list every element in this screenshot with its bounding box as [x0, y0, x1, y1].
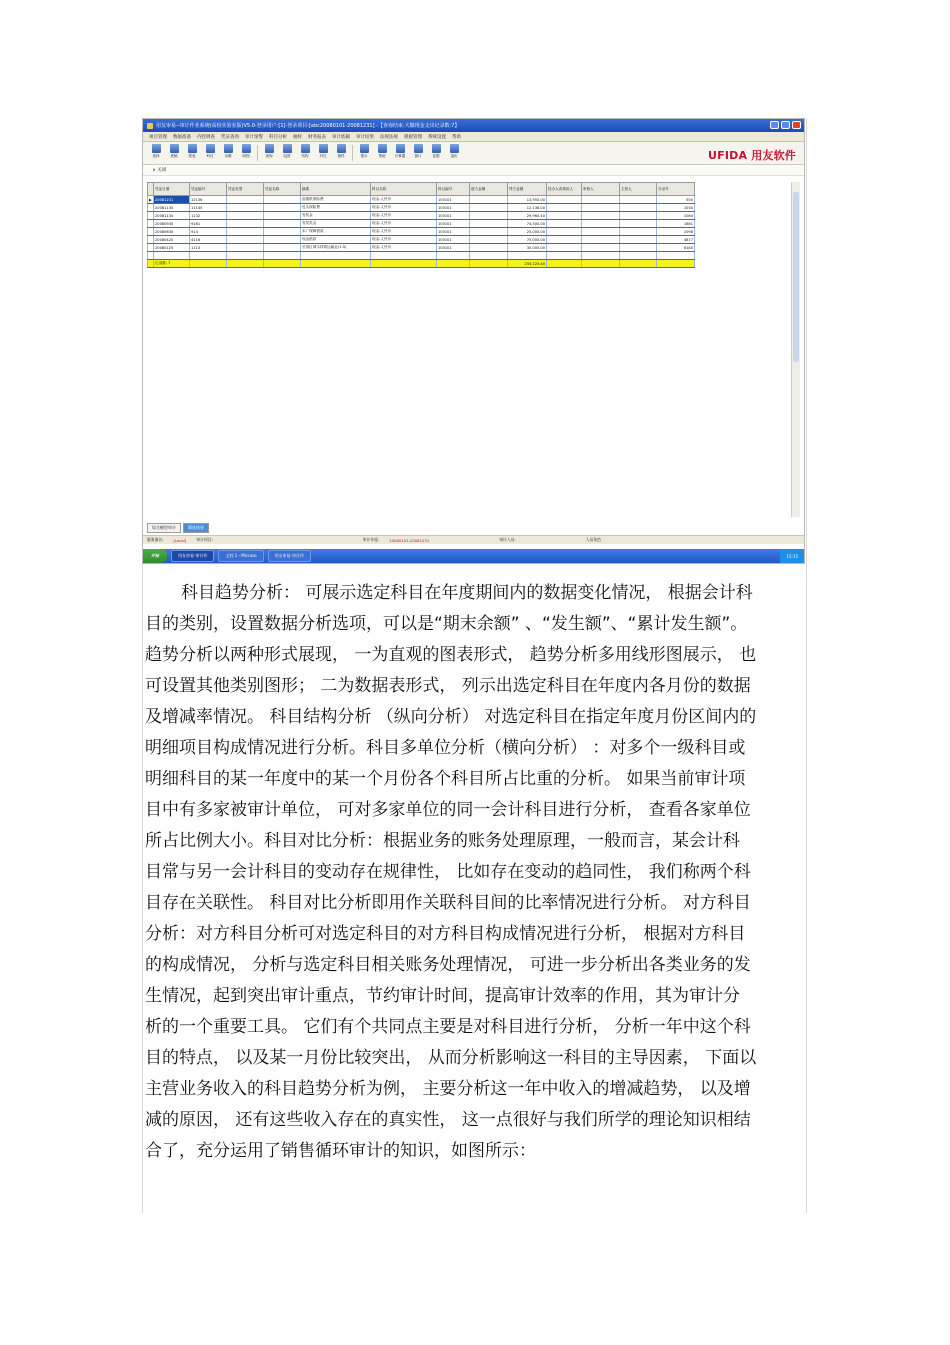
os-taskbar [143, 549, 804, 563]
report-icon [188, 144, 197, 153]
table-cell[interactable] [582, 212, 620, 220]
column-header[interactable]: 科目名称 [371, 183, 437, 196]
table-cell[interactable]: 20080930 [154, 220, 190, 228]
table-cell[interactable] [264, 212, 301, 220]
menu-item[interactable]: 科目分析 [269, 134, 287, 140]
menu-item[interactable]: 抽样 [293, 134, 302, 140]
toolbar-button[interactable]: 报表 [185, 144, 199, 162]
menu-item[interactable]: 数据准备 [173, 134, 191, 140]
table-cell[interactable]: 20080630 [154, 228, 190, 236]
table-cell[interactable]: 20080420 [154, 236, 190, 244]
menu-item[interactable]: 凭证查询 [221, 134, 239, 140]
table-cell[interactable] [264, 220, 301, 228]
table-cell[interactable]: 现金借款 [301, 236, 371, 244]
menu-item[interactable]: 帮助 [452, 134, 461, 140]
text-line: 明细科目的某一年度中的某一个月份各个科目所占比重的分析。 如果当前审计项 [145, 769, 746, 789]
table-row[interactable] [148, 244, 695, 252]
table-cell[interactable] [620, 212, 657, 220]
table-cell[interactable] [227, 244, 264, 252]
window-controls [770, 121, 801, 129]
status-project-label: 审计项目: [196, 537, 213, 542]
table-cell[interactable] [227, 204, 264, 212]
column-header[interactable]: 分录号 [657, 183, 695, 196]
table-cell[interactable] [227, 212, 264, 220]
toolbar-button[interactable]: 窗口 [411, 144, 425, 162]
table-cell[interactable]: 发奖金 [301, 212, 371, 220]
help-icon [378, 144, 387, 153]
table-cell[interactable]: 13,950.00 [508, 196, 547, 204]
table-cell[interactable]: 12136 [190, 196, 227, 204]
table-cell[interactable]: 12,136.00 [508, 204, 547, 212]
table-cell[interactable] [264, 204, 301, 212]
table-cell[interactable] [470, 196, 508, 204]
table-cell[interactable] [620, 204, 657, 212]
menu-item[interactable]: 审计底稿 [332, 134, 350, 140]
toolbar-separator [352, 145, 353, 161]
evidence-icon [432, 144, 441, 153]
minimize-icon[interactable] [770, 121, 779, 129]
trend-icon [283, 144, 292, 153]
exit-icon [450, 144, 459, 153]
text-line: 析的一个重要工具。 它们有个共同点主要是对科目进行分析， 分析一年中这个科 [145, 1017, 751, 1037]
table-cell[interactable]: 2098 [657, 228, 695, 236]
table-cell[interactable]: 1132 [190, 212, 227, 220]
toolbar-button[interactable]: 计算器 [393, 144, 407, 162]
table-cell[interactable]: 包头保险费 [301, 204, 371, 212]
text-line: 及增减率情况。 科目结构分析 （纵向分析） 对选定科目在指定年度月份区间内的 [145, 707, 757, 727]
table-cell[interactable] [470, 204, 508, 212]
status-bar [143, 535, 804, 544]
text-line: 分析：对方科目分析可对选定科目的对方科目构成情况进行分析， 根据对方科目 [145, 924, 746, 944]
toolbar-button[interactable]: 提示 [357, 144, 371, 162]
menu-item[interactable]: 财务报表 [308, 134, 326, 140]
text-line: 所占比例大小。科目对比分析：根据业务的账务处理原理，一般而言，某会计科 [145, 831, 740, 851]
table-cell[interactable]: 914 [190, 228, 227, 236]
table-cell[interactable]: 4877 [657, 236, 695, 244]
toolbar-button[interactable]: 底稿 [167, 144, 181, 162]
column-header[interactable]: 借方金额 [470, 183, 508, 196]
data-grid [147, 182, 793, 517]
sampling-icon [337, 144, 346, 153]
table-cell[interactable]: 500 [657, 196, 695, 204]
taskbar-item[interactable]: 用友审易-审计作 [171, 550, 214, 562]
table-cell[interactable]: 29,960.40 [508, 212, 547, 220]
app-icon [147, 123, 153, 129]
table-cell[interactable]: 100101 [437, 220, 470, 228]
toolbar-button[interactable]: 选择 [149, 144, 163, 162]
toolbar [143, 142, 804, 165]
table-cell[interactable] [547, 204, 582, 212]
table-cell[interactable] [547, 220, 582, 228]
status-server-label: 服务器名: [147, 537, 164, 542]
table-cell[interactable] [582, 196, 620, 204]
start-button[interactable]: 开始 [143, 549, 167, 563]
table-cell[interactable] [264, 236, 301, 244]
toolbar-button[interactable]: 趋势 [280, 144, 294, 162]
table-cell[interactable] [227, 196, 264, 204]
text-line: 目中有多家被审计单位， 可对多家单位的同一会计科目进行分析， 查看各家单位 [145, 800, 751, 820]
text-line: 生情况，起到突出审计重点，节约审计时间，提高审计效率的作用，其为审计分 [145, 986, 740, 1006]
detail-icon [242, 144, 251, 153]
embedded-screenshot [142, 118, 805, 564]
table-cell[interactable] [470, 220, 508, 228]
system-tray [780, 549, 804, 563]
table-cell[interactable] [620, 236, 657, 244]
table-header-row [148, 183, 695, 196]
close-link[interactable]: 关闭 [157, 168, 167, 173]
table-cell[interactable] [470, 236, 508, 244]
total-amount: 250,125.40 [508, 260, 547, 268]
table-cell[interactable] [547, 228, 582, 236]
menu-item[interactable]: 审计结果 [356, 134, 374, 140]
table-cell[interactable] [547, 196, 582, 204]
column-header[interactable]: 凭证类型 [227, 183, 264, 196]
status-auditor-label: 审计人员: [499, 537, 516, 542]
text-line: 主营业务收入的科目趋势分析为例， 主要分析这一年中收入的增减趋势， 以及增 [145, 1079, 751, 1099]
column-header[interactable]: 审核人 [582, 183, 620, 196]
toolbar-button[interactable]: 结构 [298, 144, 312, 162]
table-cell[interactable]: 6180 [657, 244, 695, 252]
text-line: 科目趋势分析： 可展示选定科目在年度期间内的数据变化情况， 根据会计科 [181, 583, 753, 603]
table-cell[interactable]: 4116 [190, 236, 227, 244]
table-cell[interactable] [582, 236, 620, 244]
balance-icon [224, 144, 233, 153]
tip-icon [360, 144, 369, 153]
toolbar-button[interactable]: 帮助 [375, 144, 389, 162]
table-row[interactable] [148, 196, 695, 204]
menu-item[interactable]: 内控调查 [197, 134, 215, 140]
toolbar-button[interactable]: 余额 [221, 144, 235, 162]
table-cell[interactable]: 100101 [437, 204, 470, 212]
text-line: 目常与另一会计科目的变动存在规律性， 比如存在变动的趋同性， 我们称两个科 [145, 862, 751, 882]
table-cell[interactable] [264, 228, 301, 236]
column-header[interactable]: 科目编号 [437, 183, 470, 196]
account-icon [206, 144, 215, 153]
taskbar-item[interactable]: 用友审易-审计作 [268, 550, 311, 562]
text-line: 减的原因， 还有这些收入存在的真实性， 这一点很好与我们所学的理论知识相结 [145, 1110, 751, 1130]
table-cell[interactable] [582, 204, 620, 212]
table-cell[interactable]: 现金-人民币 [371, 220, 437, 228]
toolbar-button[interactable]: 科目 [203, 144, 217, 162]
structure-icon [301, 144, 310, 153]
table-cell[interactable]: 1030 [657, 204, 695, 212]
close-icon[interactable] [792, 121, 801, 129]
column-header[interactable]: 凭证名称 [264, 183, 301, 196]
table-cell[interactable]: 9161 [190, 220, 227, 228]
table-cell[interactable] [547, 244, 582, 252]
table-cell[interactable]: 20081130 [154, 204, 190, 212]
table-cell[interactable] [470, 212, 508, 220]
column-header[interactable]: 凭证编号 [190, 183, 227, 196]
toolbar-button[interactable]: 查询 [262, 144, 276, 162]
table-cell[interactable]: 现金-人民币 [371, 196, 437, 204]
records-table [147, 182, 695, 268]
toolbar-button[interactable]: 明细 [239, 144, 253, 162]
table-cell[interactable] [227, 236, 264, 244]
table-row[interactable] [148, 220, 695, 228]
table-cell[interactable]: 1113 [190, 244, 227, 252]
total-row [148, 260, 695, 268]
text-line: 的构成情况， 分析与选定科目相关账务处理情况， 可进一步分析出各类业务的发 [145, 955, 751, 975]
table-cell[interactable]: 74,500.00 [508, 220, 547, 228]
table-cell[interactable]: 现金-人民币 [371, 228, 437, 236]
table-cell[interactable]: 100101 [437, 244, 470, 252]
table-cell[interactable]: 11145 [190, 204, 227, 212]
text-line: 可设置其他类别图形； 二为数据表形式， 列示出选定科目在年度内各月份的数据 [145, 676, 751, 696]
table-cell[interactable]: 30,000.00 [508, 244, 547, 252]
toolbar-separator [257, 145, 258, 161]
column-header[interactable]: 凭证日期 [154, 183, 190, 196]
table-cell[interactable] [547, 212, 582, 220]
menu-item[interactable]: 项目管理 [149, 134, 167, 140]
table-row[interactable] [148, 212, 695, 220]
toolbar-button[interactable]: 抽样 [334, 144, 348, 162]
table-cell[interactable]: 1084 [657, 212, 695, 220]
text-line: 合了，充分运用了销售循环审计的知识，如图所示： [145, 1141, 536, 1161]
text-line: 目存在关联性。 科目对比分析即用作关联科目间的比率情况进行分析。 对方科目 [145, 893, 751, 913]
bottom-tabs [147, 523, 209, 533]
menu-item[interactable]: 模板管理 [404, 134, 422, 140]
table-cell[interactable]: 现金-人民币 [371, 244, 437, 252]
grid-empty-area [148, 252, 695, 260]
table-cell[interactable] [470, 228, 508, 236]
table-cell[interactable]: 20081231 [154, 196, 190, 204]
workpaper-icon [170, 144, 179, 153]
table-cell[interactable]: 现金-人民币 [371, 236, 437, 244]
window-titlebar [143, 119, 804, 132]
close-arrow-icon[interactable]: ⏵ [153, 168, 156, 173]
text-line: 目的特点， 以及某一月份比较突出， 从而分析影响这一科目的主导因素， 下面以 [145, 1048, 757, 1068]
column-header[interactable]: 摘要 [301, 183, 371, 196]
table-cell[interactable]: 100101 [437, 236, 470, 244]
table-cell[interactable] [620, 220, 657, 228]
status-year-label: 审计年度: [362, 537, 380, 542]
table-cell[interactable] [582, 220, 620, 228]
table-cell[interactable]: 现金-人民币 [371, 204, 437, 212]
table-cell[interactable]: 25,000.00 [508, 228, 547, 236]
table-cell[interactable] [582, 228, 620, 236]
table-cell[interactable]: 起重机保险费 [301, 196, 371, 204]
column-header[interactable]: 经办人或领用人 [547, 183, 582, 196]
table-cell[interactable] [227, 220, 264, 228]
table-cell[interactable]: 本厂保障借款 [301, 228, 371, 236]
table-cell[interactable]: 现金-人民币 [371, 212, 437, 220]
table-cell[interactable]: 100101 [437, 212, 470, 220]
table-cell[interactable]: 100101 [437, 228, 470, 236]
table-cell[interactable] [620, 244, 657, 252]
table-cell[interactable]: 发奖奖金 [301, 220, 371, 228]
text-line: 明细项目构成情况进行分析。科目多单位分析（横向分析） ：对多个一级科目或 [145, 738, 746, 758]
brand-logo: UFIDA 用友软件 [707, 149, 796, 162]
table-cell[interactable] [227, 228, 264, 236]
table-cell[interactable]: 75,000.00 [508, 236, 547, 244]
table-cell[interactable]: 20081130 [154, 212, 190, 220]
toolbar-button[interactable]: 证据 [429, 144, 443, 162]
table-cell[interactable]: 20080125 [154, 244, 190, 252]
menu-item[interactable]: 审计预警 [245, 134, 263, 140]
calculator-icon [396, 144, 405, 153]
status-year-value: 20080101-20081231 [389, 537, 430, 543]
table-cell[interactable] [264, 196, 301, 204]
text-line: 趋势分析以两种形式展现， 一为直观的图表形式， 趋势分析多用线形图展示， 也 [145, 645, 757, 665]
sub-toolbar [143, 165, 804, 176]
table-row[interactable] [148, 228, 695, 236]
scroll-thumb[interactable] [793, 192, 799, 362]
window-icon [414, 144, 423, 153]
select-icon [152, 144, 161, 153]
compare-icon [319, 144, 328, 153]
table-row[interactable] [148, 204, 695, 212]
text-line: 目的类别，设置数据分析选项，可以是“期末余额” 、“发生额”、“累计发生额”。 [145, 614, 748, 634]
body-text [145, 578, 810, 1167]
column-header[interactable]: 主管人 [620, 183, 657, 196]
table-cell[interactable]: 100101 [437, 196, 470, 204]
status-server-value: [Local] [173, 537, 187, 543]
tab-model[interactable]: 综合模型审计 [147, 523, 181, 533]
query-icon [265, 144, 274, 153]
table-cell[interactable]: 1681 [657, 220, 695, 228]
table-row[interactable] [148, 236, 695, 244]
row-indicator: ▶ [149, 197, 152, 202]
status-role-label: 人员角色 [585, 537, 601, 542]
toolbar-button[interactable]: 退出 [447, 144, 461, 162]
clock: 15:15 [786, 553, 798, 559]
table-cell[interactable] [470, 244, 508, 252]
table-cell[interactable] [582, 244, 620, 252]
column-header[interactable]: 贷方金额 [508, 183, 547, 196]
maximize-icon[interactable] [781, 121, 790, 129]
table-cell[interactable] [620, 196, 657, 204]
vertical-scrollbar[interactable] [791, 182, 800, 517]
menu-bar [143, 132, 804, 142]
toolbar-button[interactable]: 对比 [316, 144, 330, 162]
menu-item[interactable]: 法规法规 [380, 134, 398, 140]
taskbar-item[interactable]: 文档 1 - Microso [218, 550, 263, 562]
table-cell[interactable] [264, 244, 301, 252]
table-cell[interactable] [547, 236, 582, 244]
table-cell[interactable]: 长春红城木材筑运输业(1.5) [301, 244, 371, 252]
tab-results[interactable]: 筛选结果 [183, 523, 209, 533]
window-title: 用友审易--审计作业系统(高校实验室版)V5.0-登录用户:[1]-登录项目:[abc20080101-20081231] -【查询结束:大额现金支出记录数:7】 [156, 123, 460, 129]
record-count: 记录数: 7 [154, 260, 190, 268]
table-cell[interactable] [620, 228, 657, 236]
menu-item[interactable]: 系统设置 [428, 134, 446, 140]
